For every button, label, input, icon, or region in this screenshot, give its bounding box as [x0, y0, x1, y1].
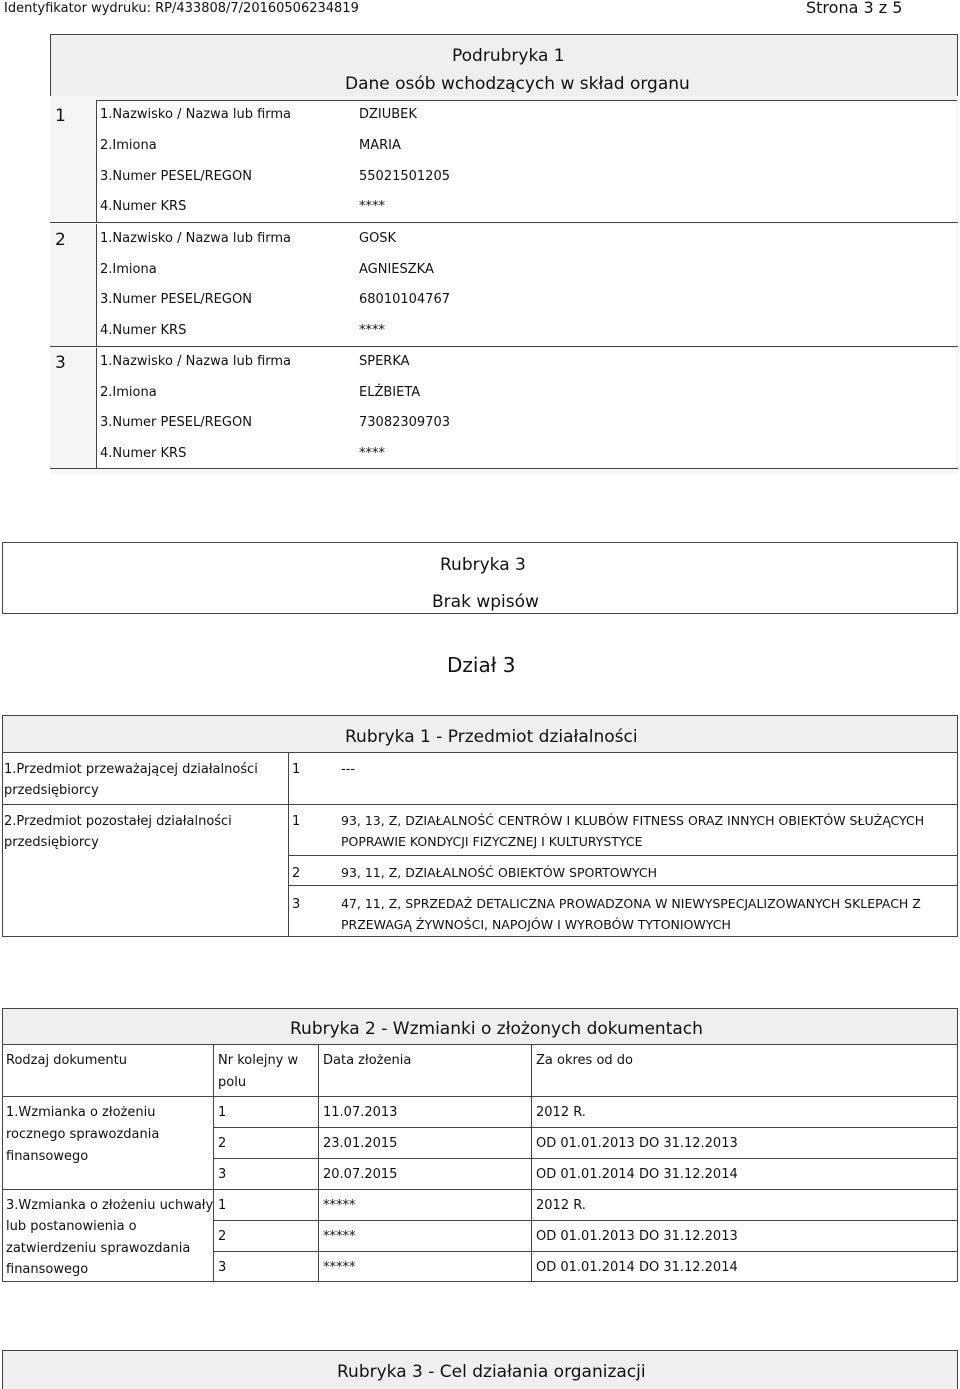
col-header-okres: Za okres od do	[536, 1053, 633, 1068]
doc-type-label: finansowego	[6, 1149, 89, 1164]
no-entries-text: Brak wpisów	[432, 592, 539, 612]
doc-nr: 1	[218, 1105, 227, 1120]
wzmianki-title: Rubryka 2 - Wzmianki o złożonych dokumentach	[290, 1019, 703, 1039]
rubryka3-title: Rubryka 3	[440, 555, 526, 575]
activity-text: 47, 11, Z, SPRZEDAŻ DETALICZNA PROWADZONA W NIEWYSPECJALIZOWANYCH SKLEPACH Z	[341, 896, 921, 911]
person-value: ELŻBIETA	[359, 385, 421, 400]
doc-type-label: 1.Wzmianka o złożeniu	[6, 1105, 156, 1120]
doc-date: 11.07.2013	[323, 1105, 398, 1120]
person-label: 1.Nazwisko / Nazwa lub firma	[100, 231, 292, 246]
doc-nr: 2	[218, 1136, 227, 1151]
doc-date: 20.07.2015	[323, 1167, 398, 1182]
activity-text-cont: POPRAWIE KONDYCJI FIZYCZNEJ I KULTURYSTYCE	[341, 834, 643, 849]
person-value: 55021501205	[359, 169, 450, 184]
doc-type-label: lub postanowienia o	[6, 1219, 137, 1234]
doc-nr: 3	[218, 1260, 227, 1275]
activity-text: 93, 11, Z, DZIAŁALNOŚĆ OBIEKTÓW SPORTOWYCH	[341, 865, 658, 880]
doc-date: 23.01.2015	[323, 1136, 398, 1151]
person-number: 3	[55, 353, 66, 373]
doc-period: OD 01.01.2014 DO 31.12.2014	[536, 1167, 738, 1182]
doc-type-label: zatwierdzeniu sprawozdania	[6, 1241, 191, 1256]
print-identifier: Identyfikator wydruku: RP/433808/7/20160506234819	[4, 1, 359, 16]
person-label: 4.Numer KRS	[100, 446, 187, 461]
person-label: 3.Numer PESEL/REGON	[100, 292, 252, 307]
cel-dzialania-title: Rubryka 3 - Cel działania organizacji	[337, 1362, 646, 1382]
person-value: MARIA	[359, 138, 401, 153]
doc-date: *****	[323, 1260, 356, 1275]
przedmiot-title: Rubryka 1 - Przedmiot działalności	[345, 727, 638, 747]
subsection-title: Podrubryka 1	[452, 46, 565, 66]
person-value: AGNIESZKA	[359, 262, 434, 277]
doc-type-label: rocznego sprawozdania	[6, 1127, 160, 1142]
person-label: 1.Nazwisko / Nazwa lub firma	[100, 354, 292, 369]
person-value: 73082309703	[359, 415, 450, 430]
section-heading: Dział 3	[447, 653, 516, 677]
person-label: 2.Imiona	[100, 138, 157, 153]
person-value: ****	[359, 199, 385, 214]
person-label: 3.Numer PESEL/REGON	[100, 169, 252, 184]
doc-nr: 3	[218, 1167, 227, 1182]
col-header-nr: Nr kolejny w	[218, 1053, 299, 1068]
doc-nr: 1	[218, 1198, 227, 1213]
doc-nr: 2	[218, 1229, 227, 1244]
other-activity-label-cont: przedsiębiorcy	[4, 835, 99, 850]
doc-period: 2012 R.	[536, 1198, 586, 1213]
person-label: 1.Nazwisko / Nazwa lub firma	[100, 107, 292, 122]
col-header-nr-cont: polu	[218, 1075, 247, 1090]
activity-num: 3	[292, 897, 301, 912]
doc-date: *****	[323, 1229, 356, 1244]
subsection-subtitle: Dane osób wchodzących w skład organu	[345, 74, 690, 94]
activity-text: 93, 13, Z, DZIAŁALNOŚĆ CENTRÓW I KLUBÓW FITNESS ORAZ INNYCH OBIEKTÓW SŁUŻĄCYCH	[341, 813, 925, 828]
main-activity-label: 1.Przedmiot przeważającej działalności	[4, 762, 258, 777]
person-label: 2.Imiona	[100, 385, 157, 400]
person-label: 2.Imiona	[100, 262, 157, 277]
page-number: Strona 3 z 5	[806, 0, 903, 17]
activity-text-cont: PRZEWAGĄ ŻYWNOŚCI, NAPOJÓW I WYROBÓW TYTONIOWYCH	[341, 917, 731, 932]
col-header-data: Data złożenia	[323, 1053, 412, 1068]
person-value: 68010104767	[359, 292, 450, 307]
person-value: ****	[359, 323, 385, 338]
main-activity-label-cont: przedsiębiorcy	[4, 783, 99, 798]
main-activity-value: ---	[341, 762, 356, 777]
person-number: 2	[55, 230, 66, 250]
person-number: 1	[55, 106, 66, 126]
activity-num: 2	[292, 866, 301, 881]
person-label: 3.Numer PESEL/REGON	[100, 415, 252, 430]
doc-period: 2012 R.	[536, 1105, 586, 1120]
person-value: ****	[359, 446, 385, 461]
other-activity-label: 2.Przedmiot pozostałej działalności	[4, 814, 232, 829]
person-value: DZIUBEK	[359, 107, 417, 122]
activity-num: 1	[292, 814, 301, 829]
doc-type-label: finansowego	[6, 1262, 89, 1277]
doc-period: OD 01.01.2013 DO 31.12.2013	[536, 1229, 738, 1244]
col-header-rodzaj: Rodzaj dokumentu	[6, 1053, 127, 1068]
person-value: GOSK	[359, 231, 397, 246]
doc-period: OD 01.01.2013 DO 31.12.2013	[536, 1136, 738, 1151]
main-activity-num: 1	[292, 762, 301, 777]
person-value: SPERKA	[359, 354, 410, 369]
person-label: 4.Numer KRS	[100, 199, 187, 214]
doc-period: OD 01.01.2014 DO 31.12.2014	[536, 1260, 738, 1275]
doc-type-label: 3.Wzmianka o złożeniu uchwały	[6, 1198, 214, 1213]
person-label: 4.Numer KRS	[100, 323, 187, 338]
doc-date: *****	[323, 1198, 356, 1213]
